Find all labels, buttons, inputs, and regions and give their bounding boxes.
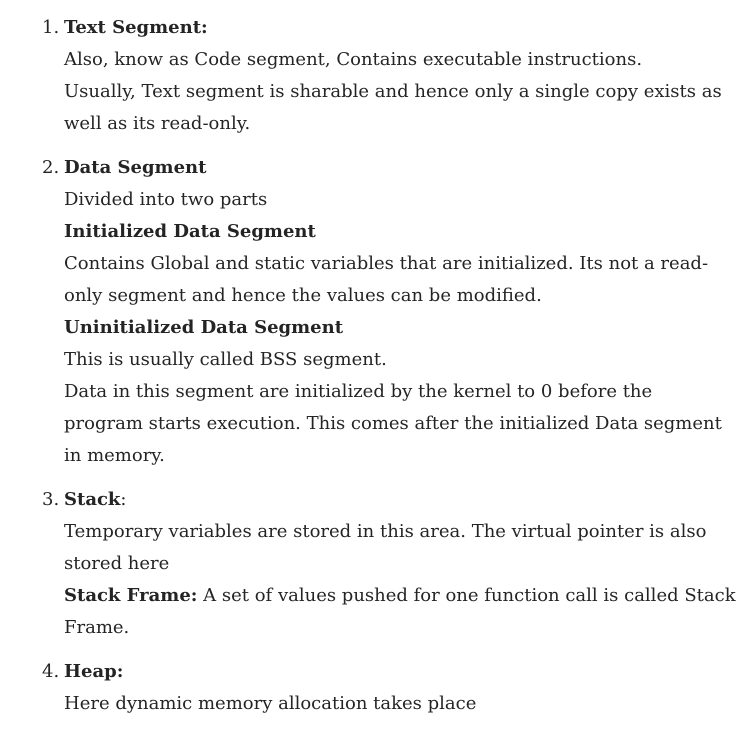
paragraph-line: program starts execution. This comes after the initialized Data segment [64,413,722,434]
item-heading: Data Segment [64,157,207,178]
paragraph-line: Here dynamic memory allocation takes place [64,693,477,714]
item-heading: Heap: [64,661,124,682]
paragraph-line: This is usually called BSS segment. [64,349,387,370]
paragraph-line: stored here [64,553,170,574]
list-number: 3. [42,489,60,510]
stack-frame-line [64,580,742,612]
item-heading: Stack [64,489,121,510]
paragraph-line: Usually, Text segment is sharable and hence only a single copy exists as [64,81,722,102]
paragraph-line: Frame. [64,617,130,638]
list-number: 1. [42,17,60,38]
heading-suffix: : [120,489,127,510]
list-number: 2. [42,157,60,178]
list-item-heap [0,656,742,720]
subheading: Initialized Data Segment [64,221,316,242]
paragraph-line: Divided into two parts [64,189,268,210]
paragraph-line: well as its read-only. [64,113,251,134]
memory-segments-list [0,12,742,720]
subheading: Uninitialized Data Segment [64,317,344,338]
paragraph-line: only segment and hence the values can be modified. [64,285,542,306]
paragraph-line: Contains Global and static variables that are initialized. Its not a read- [64,253,709,274]
list-item-data-segment [0,152,742,472]
item-heading: Text Segment: [64,17,208,38]
paragraph-line: Temporary variables are stored in this area. The virtual pointer is also [64,521,707,542]
list-item-stack [0,484,742,644]
paragraph-line: in memory. [64,445,165,466]
paragraph-line: Data in this segment are initialized by the kernel to 0 before the [64,381,653,402]
stack-frame-label: Stack Frame: [64,585,198,606]
list-item-text-segment [0,12,742,140]
paragraph-line: Also, know as Code segment, Contains executable instructions. [64,49,643,70]
item-heading-line [64,484,742,516]
list-number: 4. [42,661,60,682]
stack-frame-text: A set of values pushed for one function call is called Stack [197,585,736,606]
document [0,12,742,732]
